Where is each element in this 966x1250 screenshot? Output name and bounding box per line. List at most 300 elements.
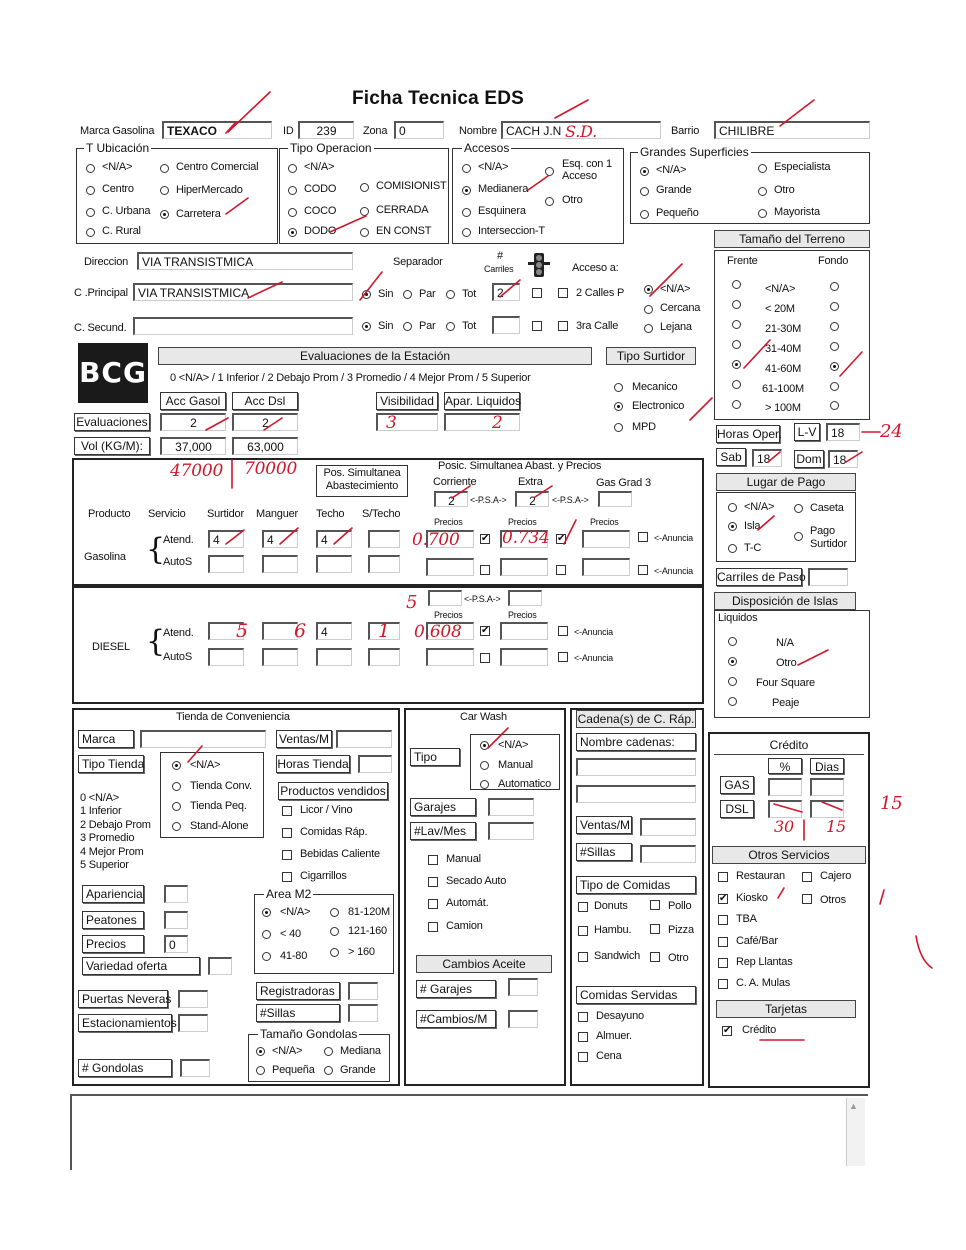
credito-gas-dias[interactable] [810,778,844,796]
accesos-radio-esq[interactable] [545,167,554,176]
gas-autos-surtidor[interactable] [208,555,244,573]
servida-label: Desayuno [596,1010,644,1022]
tba-check[interactable] [718,915,728,925]
registradoras-field[interactable] [348,982,378,1000]
cigarrillos-check[interactable] [282,872,292,882]
surtidor-opt-label: MPD [632,421,656,433]
cafe-check[interactable] [718,937,728,947]
frente-radio-100[interactable] [732,380,741,389]
fondo-radio-100[interactable] [830,382,839,391]
operacion-radio-coco[interactable] [288,208,297,217]
lav-mes-field[interactable] [488,822,534,840]
anuncia-label: <-Anuncia [574,653,613,663]
tipo-tienda-radio-na[interactable] [172,761,181,770]
donuts-check[interactable] [578,902,588,912]
vol-dsl-field[interactable]: 63,000 [232,437,298,455]
pago-radio-surtidor[interactable] [794,532,803,541]
csecund-field[interactable] [133,317,353,335]
diesel-psa2-field[interactable] [508,590,542,606]
corriente-label: Corriente [433,476,477,488]
credito-dsl-label: DSL [720,800,754,818]
dom-field[interactable]: 18 [828,450,858,468]
accesos-opt-label: Otro [562,194,583,206]
operacion-radio-codo[interactable] [288,186,297,195]
tipo-tienda-radio-stand[interactable] [172,822,181,831]
carwash-radio-manual[interactable] [480,761,489,770]
csecund-check-a[interactable] [532,321,542,331]
operacion-radio-comisionist[interactable] [360,183,369,192]
carwash-secado-check[interactable] [428,877,438,887]
credito-gas-label: GAS [720,776,754,794]
diesel-autos-precio1[interactable] [426,648,474,666]
gs-radio-grande[interactable] [640,187,649,196]
ubicacion-radio-urbana[interactable] [86,208,95,217]
sin-label: Sin [378,288,394,300]
pizza-check[interactable] [650,924,660,934]
n-gondolas-field[interactable] [180,1059,210,1077]
accesos-radio-interseccion[interactable] [462,228,471,237]
gas-atend-anuncia-check[interactable] [638,532,648,542]
marca-field[interactable]: TEXACO [162,121,272,139]
acc-gasol-header: Acc Gasol [160,392,226,410]
area-opt: < 40 [280,928,301,940]
carriles2-field[interactable] [492,316,520,334]
evaluaciones-header: Evaluaciones de la Estación [158,347,592,365]
diesel-atend-techo[interactable]: 4 [316,622,352,640]
pago-opt-label: <N/A> [744,501,775,513]
nombre-label: Nombre [459,125,497,137]
disposicion-radio-otro[interactable] [728,657,737,666]
diesel-atend-manguer[interactable] [262,622,298,640]
acceso-radio-na[interactable] [644,285,653,294]
disposicion-header: Disposición de Islas [714,592,856,610]
estacionamientos-field[interactable] [178,1014,208,1032]
gas-autos-manguer[interactable] [262,555,298,573]
operacion-opt-label: CODO [304,183,337,195]
traffic-light-icon [528,252,550,278]
tienda-scale-item: 5 Superior [80,859,129,871]
dom-label: Dom [794,450,824,468]
terreno-size-label: 41-60M [765,363,802,375]
carwash-check-label: Camion [446,920,483,932]
gas-atend-techo[interactable]: 4 [316,530,352,548]
terreno-size-label: 31-40M [765,343,802,355]
ubicacion-radio-rural[interactable] [86,228,95,237]
note-nombre: S.D. [565,122,598,141]
operacion-opt-label: <N/A> [304,161,335,173]
fondo-radio-na[interactable] [830,282,839,291]
peatones-label: Peatones [82,911,144,929]
comida-label: Otro [668,952,689,964]
servicio-label: Cajero [820,870,852,882]
brace-icon: { [146,532,165,567]
separador2-radio-par[interactable] [403,322,412,331]
pago-radio-tc[interactable] [728,544,737,553]
gs-opt-label: Especialista [774,161,831,173]
credito-gas-pct[interactable] [768,778,802,796]
tienda-title: Tienda de Conveniencia [176,711,290,723]
cprincipal-field[interactable]: VIA TRANSISTMICA [133,283,353,301]
horas-tienda-field[interactable] [358,755,392,773]
ubicacion-opt-label: Centro [102,183,134,195]
pago-radio-caseta[interactable] [794,504,803,513]
diesel-psa-field[interactable] [428,590,462,606]
cadena-ventas-field[interactable] [640,818,696,836]
carwash-garajes-field[interactable] [488,798,534,816]
gas-grad3-label: Gas Grad 3 [596,477,651,489]
kiosko-check[interactable]: ✔ [719,893,728,904]
separador-label: Separador [393,256,443,268]
disposicion-opt-label: Peaje [772,697,800,709]
marca-label: Marca Gasolina [80,125,155,137]
visibilidad-header: Visibilidad [376,392,438,410]
gs-radio-otro[interactable] [758,187,767,196]
gas-atend-manguer[interactable]: 4 [262,530,298,548]
precios-label: Precios [508,610,537,620]
frente-radio-20[interactable] [732,300,741,309]
accesos-radio-na[interactable] [462,164,471,173]
ubicacion-radio-hiper[interactable] [160,186,169,195]
horas-tienda-label: Horas Tienda [277,757,349,771]
carwash-manual-check[interactable] [428,855,438,865]
id-label: ID [283,125,294,137]
operacion-radio-na[interactable] [288,164,297,173]
terreno-size-label: > 100M [765,402,801,414]
producto-label: Comidas Ráp. [300,826,368,838]
calles2-check[interactable] [558,288,568,298]
carwash-check-label: Manual [446,853,481,865]
ubicacion-opt-label: C. Rural [102,225,141,237]
credito-dsl-pct[interactable] [768,800,802,818]
cadena-sillas-field[interactable] [640,845,696,863]
otro-comida-check[interactable] [650,952,660,962]
otros-check[interactable] [802,894,812,904]
separador1-radio-par[interactable] [403,290,412,299]
gas-atend-check1[interactable]: ✔ [481,533,490,544]
gas-autos-precio3[interactable] [582,558,630,576]
tarjetas-header: Tarjetas [716,1000,856,1018]
tarjeta-credito-label: Crédito [742,1024,777,1036]
gas-autos-anuncia-check[interactable] [638,565,648,575]
area-radio-160[interactable] [330,927,339,936]
grad3-psa-field[interactable] [598,491,632,507]
extra-psa-field[interactable]: 2 [515,491,549,507]
area-radio-120[interactable] [330,908,339,917]
par-label: Par [419,288,436,300]
eval-apar-field[interactable] [444,413,520,431]
gs-opt-label: Pequeño [656,207,699,219]
note-visibilidad: 3 [386,413,397,433]
credito-dias-label: Dias [810,758,844,774]
surtidor-radio-mpd[interactable] [614,423,623,432]
hambu-check[interactable] [578,926,588,936]
diesel-autos-stecho[interactable] [368,648,400,666]
posic-header: Posic. Simultanea Abast. y Precios [438,460,602,472]
pago-radio-isla[interactable] [728,522,737,531]
ubicacion-opt-label: C. Urbana [102,205,151,217]
cambios-garajes-field[interactable] [508,978,538,996]
gondolas-radio-na[interactable] [256,1047,265,1056]
sin-label: Sin [378,320,394,332]
carwash-camion-check[interactable] [428,922,438,932]
calle3-check[interactable] [558,321,568,331]
fondo-label: Fondo [818,255,849,267]
carwash-check-label: Secado Auto [446,875,507,887]
terreno-size-label: < 20M [765,303,795,315]
pollo-check[interactable] [650,900,660,910]
gas-autos-check1[interactable] [480,565,490,575]
cambios-aceite-header: Cambios Aceite [416,955,552,973]
area-radio-over160[interactable] [330,948,339,957]
note-credito-dias: 15 [826,817,846,836]
fondo-radio-40[interactable] [830,342,839,351]
atend-label: Atend. [163,534,194,546]
cadena-field-2[interactable] [576,785,696,803]
diesel-autos-techo[interactable] [316,648,352,666]
extra-label: Extra [518,476,543,488]
restauran-check[interactable] [718,872,728,882]
accesos-opt-label: Esq. con 1 Acceso [562,158,612,182]
zona-field[interactable]: 0 [394,121,444,139]
operacion-opt-label: CERRADA [376,204,429,216]
carwash-garajes-label: Garajes [410,798,476,816]
id-field[interactable]: 239 [298,121,354,139]
gondolas-radio-grande[interactable] [324,1066,333,1075]
sandwich-check[interactable] [578,952,588,962]
gs-radio-na[interactable] [640,167,649,176]
diesel-autos-check1[interactable] [480,653,490,663]
vol-gasol-field[interactable]: 37,000 [160,437,226,455]
corriente-psa-field[interactable]: 2 [434,491,468,507]
n-gondolas-label: # Gondolas [78,1059,172,1077]
carwash-radio-na[interactable] [480,741,489,750]
gas-autos-precio1[interactable] [426,558,474,576]
note-gas-precio: 0.700 [412,530,460,550]
gas-atend-precio3[interactable] [582,530,630,548]
atend-label: Atend. [163,627,194,639]
cadena-header: Cadena(s) de C. Ráp. [577,712,695,726]
note-apar: 2 [492,413,503,433]
area-radio-40[interactable] [262,930,271,939]
carriles-paso-field[interactable] [808,568,848,586]
diesel-atend-check1[interactable]: ✔ [481,625,490,636]
comida-label: Hambu. [594,924,632,936]
puertas-field[interactable] [178,990,208,1008]
gas-autos-techo[interactable] [316,555,352,573]
direccion-field[interactable]: VIA TRANSISTMICA [137,252,353,270]
ubicacion-radio-carretera[interactable] [160,210,169,219]
cambios-m-field[interactable] [508,1010,538,1028]
gondolas-opt: Mediana [340,1045,381,1057]
tienda-ventas-field[interactable] [336,730,392,748]
separador2-radio-sin[interactable] [362,322,371,331]
accesos-radio-otro[interactable] [545,197,554,206]
tipo-tienda-radio-conv[interactable] [172,782,181,791]
tienda-marca-label: Marca [78,730,134,748]
gas-atend-check2[interactable]: ✔ [557,533,566,544]
gondolas-opt: Grande [340,1064,376,1076]
barrio-field[interactable]: CHILIBRE [714,121,870,139]
comidas-check[interactable] [282,828,292,838]
ubicacion-radio-na[interactable] [86,164,95,173]
gondolas-title: Tamaño Gondolas [260,1027,358,1041]
surtidor-radio-electronico[interactable] [614,402,623,411]
gas-autos-stecho[interactable] [368,555,400,573]
variedad-label: Variedad oferta [82,957,200,975]
accesos-opt-label: Esquinera [478,205,526,217]
barrio-label: Barrio [671,125,700,137]
ubicacion-radio-cc[interactable] [160,164,169,173]
ubicacion-opt-label: Carretera [176,208,221,220]
pago-radio-na[interactable] [728,503,737,512]
tienda-scale-item: 3 Promedio [80,832,135,844]
disposicion-opt-label: Four Square [756,677,815,689]
pago-opt-label: Pago Surtidor [810,525,847,550]
gs-radio-especialista[interactable] [758,164,767,173]
almuer-check[interactable] [578,1032,588,1042]
disposicion-radio-peaje[interactable] [728,697,737,706]
fondo-radio-over100[interactable] [830,401,839,410]
nombre-field[interactable]: CACH J.N [501,121,661,139]
tienda-scale-item: 0 <N/A> [80,792,119,804]
apariencia-field[interactable] [164,885,188,903]
gondolas-radio-pequena[interactable] [256,1066,265,1075]
operacion-radio-dodo[interactable] [288,228,297,237]
notes-area[interactable] [70,1094,868,1170]
gas-atend-surtidor[interactable]: 4 [208,530,244,548]
area-opt: 81-120M [348,906,391,918]
credito-dsl-dias[interactable] [810,800,844,818]
gs-radio-mayorista[interactable] [758,209,767,218]
area-radio-80[interactable] [262,952,271,961]
tienda-sillas-field[interactable] [348,1004,378,1022]
diesel-autos-anuncia-check[interactable] [558,652,568,662]
cprincipal-label: C .Principal [74,287,128,299]
ubicacion-radio-centro[interactable] [86,186,95,195]
separador1-radio-sin[interactable] [362,290,371,299]
evaluacion-scale: 0 <N/A> / 1 Inferior / 2 Debajo Prom / 3 Promedio / 4 Mejor Prom / 5 Superior [170,372,531,384]
operacion-radio-enconst[interactable] [360,228,369,237]
peatones-field[interactable] [164,911,188,929]
cprincipal-check-a[interactable] [532,288,542,298]
frente-radio-60[interactable] [732,360,741,369]
gas-autos-precio2[interactable] [500,558,548,576]
carriles-field[interactable]: 2 [492,283,520,301]
eval-gasol-field[interactable]: 2 [160,413,226,431]
note-credito-extra: 15 [880,793,903,814]
tarjeta-credito-check[interactable]: ✔ [723,1025,732,1036]
frente-radio-40[interactable] [732,340,741,349]
operacion-opt-label: COMISIONIST [376,180,447,192]
terreno-header: Tamaño del Terreno [714,230,870,248]
surtidor-radio-mecanico[interactable] [614,383,623,392]
ubicacion-title: T Ubicación [86,141,150,155]
carwash-radio-auto[interactable] [480,780,489,789]
credito-pct-label: % [768,758,802,774]
tipo-tienda-radio-peq[interactable] [172,802,181,811]
operacion-radio-cerrada[interactable] [360,207,369,216]
pos-simultanea-label: Pos. Simultanea Abastecimiento [323,467,401,492]
precios-tienda-field[interactable]: 0 [164,935,188,953]
gondolas-opt: <N/A> [272,1045,303,1057]
col-producto: Producto [88,508,131,520]
gasolina-label: Gasolina [84,551,126,563]
diesel-autos-manguer[interactable] [262,648,298,666]
producto-label: Licor / Vino [300,804,353,816]
gas-atend-stecho[interactable] [368,530,400,548]
lav-mes-label: #Lav/Mes [410,822,476,840]
cena-check[interactable] [578,1052,588,1062]
cajero-check[interactable] [802,872,812,882]
frente-radio-over100[interactable] [732,400,741,409]
desayuno-check[interactable] [578,1012,588,1022]
gas-autos-check2[interactable] [556,565,566,575]
fondo-radio-20[interactable] [830,302,839,311]
scroll-up-icon[interactable]: ▲ [849,1101,858,1111]
note-diesel-stecho: 1 [378,620,390,642]
note-diesel-mang: 6 [294,620,306,642]
precios-label: Precios [434,610,463,620]
carwash-check-label: Automát. [446,897,489,909]
comidas-servidas-label: Comidas Servidas [576,986,696,1004]
accesos-radio-medianera[interactable] [462,186,471,195]
gondolas-radio-mediana[interactable] [324,1047,333,1056]
eval-dsl-field[interactable]: 2 [232,413,298,431]
disposicion-radio-na[interactable] [728,637,737,646]
disposicion-radio-foursquare[interactable] [728,677,737,686]
page-title: Ficha Tecnica EDS [352,88,524,109]
gs-radio-pequeno[interactable] [640,210,649,219]
licor-check[interactable] [282,806,292,816]
diesel-label: DIESEL [92,641,130,653]
area-title: Area M2 [266,887,312,901]
sab-field[interactable]: 18 [752,449,782,467]
psa-label: <-P.S.A-> [470,495,507,505]
acceso-radio-cercana[interactable] [644,305,653,314]
diesel-autos-precio2[interactable] [500,648,548,666]
cadena-field-1[interactable] [576,758,696,776]
diesel-atend-precio2[interactable] [500,622,548,640]
carriles-label: Carriles [484,264,514,274]
ca-mulas-check[interactable] [718,979,728,989]
rep-llantas-check[interactable] [718,958,728,968]
separador2-radio-tot[interactable] [446,322,455,331]
diesel-atend-anuncia-check[interactable] [558,626,568,636]
bebidas-check[interactable] [282,850,292,860]
carwash-automat-check[interactable] [428,899,438,909]
psa-label: <-P.S.A-> [464,594,501,604]
calle3-label: 3ra Calle [576,320,619,332]
acceso-radio-lejana[interactable] [644,324,653,333]
carwash-title: Car Wash [460,711,507,723]
tienda-marca-field[interactable] [140,730,266,748]
lv-field[interactable]: 18 [826,423,860,441]
fondo-radio-30[interactable] [830,322,839,331]
variedad-field[interactable] [208,957,232,975]
frente-radio-30[interactable] [732,320,741,329]
col-stecho: S/Techo [362,508,401,520]
disposicion-opt-label: N/A [776,637,794,649]
frente-radio-na[interactable] [732,280,741,289]
separador1-radio-tot[interactable] [446,290,455,299]
comida-label: Pizza [668,924,694,936]
area-radio-na[interactable] [262,908,271,917]
accesos-radio-esquinera[interactable] [462,208,471,217]
diesel-autos-surtidor[interactable] [208,648,244,666]
fondo-radio-60[interactable] [830,362,839,371]
operacion-opt-label: COCO [304,205,337,217]
direccion-label: Direccion [84,256,129,268]
